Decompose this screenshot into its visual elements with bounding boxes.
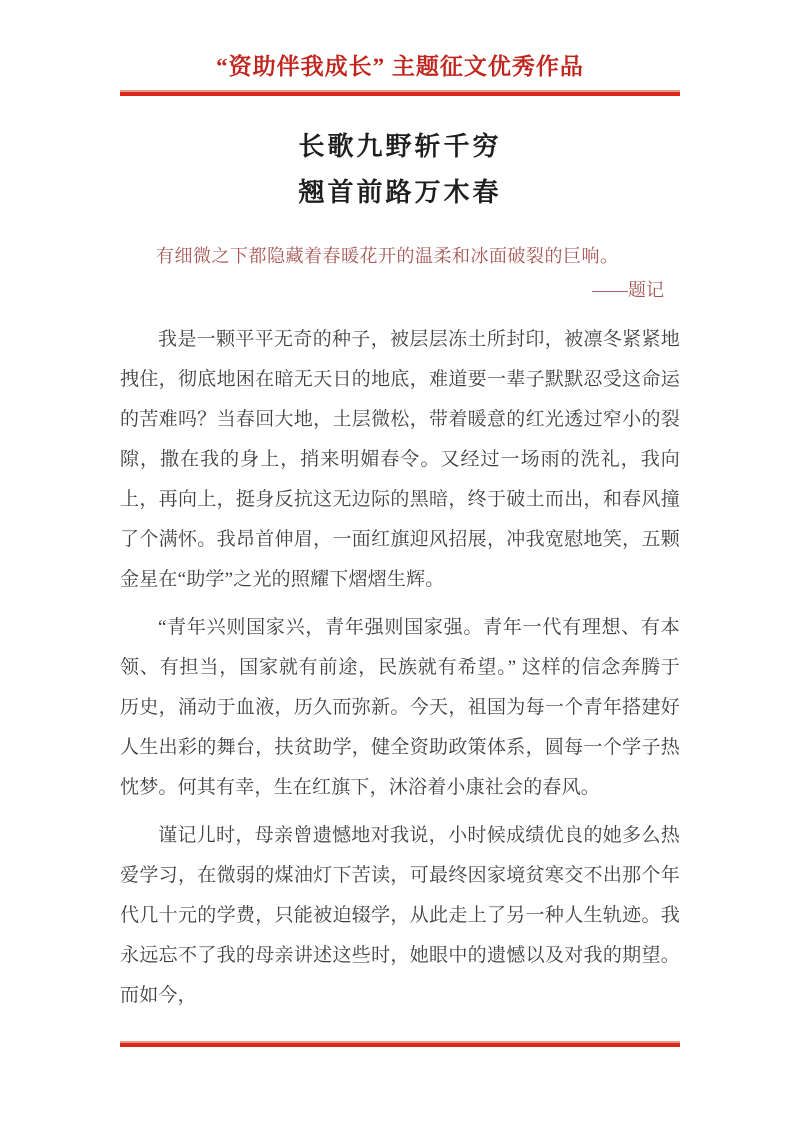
essay-title-line-2: 翘首前路万木春 [298, 178, 502, 207]
page-header [120, 52, 680, 96]
essay-paragraph-1: 我是一颗平平无奇的种子，被层层冻土所封印，被凛冬紧紧地拽住，彻底地困在暗无天日的地底，难道要一辈子默默忍受这命运的苦难吗？当春回大地，土层微松，带着暖意的红光透过窄小的裂隙，撒在我的身上，捎来明媚春令。又经过一场雨的洗礼，我向上，再向上，挺身反抗这无边际的黑暗，终于破土而出，和春风撞了个满怀。我昂首伸眉，一面红旗迎风招展，冲我宽慰地笑，五颗金星在“助学”之光的照耀下熠熠生辉。 [120, 329, 680, 590]
header-divider-rule [120, 90, 680, 96]
epigraph-attribution: ——题记 [592, 280, 664, 300]
epigraph-text: 有细微之下都隐藏着春暖花开的温柔和冰面破裂的巨响。 [156, 246, 619, 266]
page-header-title: “资助伴我成长” 主题征文优秀作品 [216, 54, 584, 79]
essay-paragraph-3: 谨记儿时，母亲曾遗憾地对我说，小时候成绩优良的她多么热爱学习，在微弱的煤油灯下苦读，可最终因家境贫寒交不出那个年代几十元的学费，只能被迫辍学，从此走上了另一种人生轨迹。我永远忘不了我的母亲讲述这些时，她眼中的遗憾以及对我的期望。而如今， [120, 825, 680, 1006]
essay-title-line-1: 长歌九野斩千穷 [298, 132, 502, 161]
footer-divider-rule [120, 1041, 680, 1047]
essay-title [120, 124, 680, 216]
essay-paragraph-2: “青年兴则国家兴，青年强则国家强。青年一代有理想、有本领、有担当，国家就有前途，民族就有希望。” 这样的信念奔腾于历史，涌动于血液，历久而弥新。今天，祖国为每一个青年搭建好人生出彩的舞台，扶贫助学，健全资助政策体系，圆每一个学子热忱梦。何其有幸，生在红旗下，沐浴着小康社会的春风。 [120, 617, 680, 798]
essay-body [120, 320, 680, 1016]
epigraph-block [120, 240, 680, 304]
essay-content [120, 124, 680, 1016]
